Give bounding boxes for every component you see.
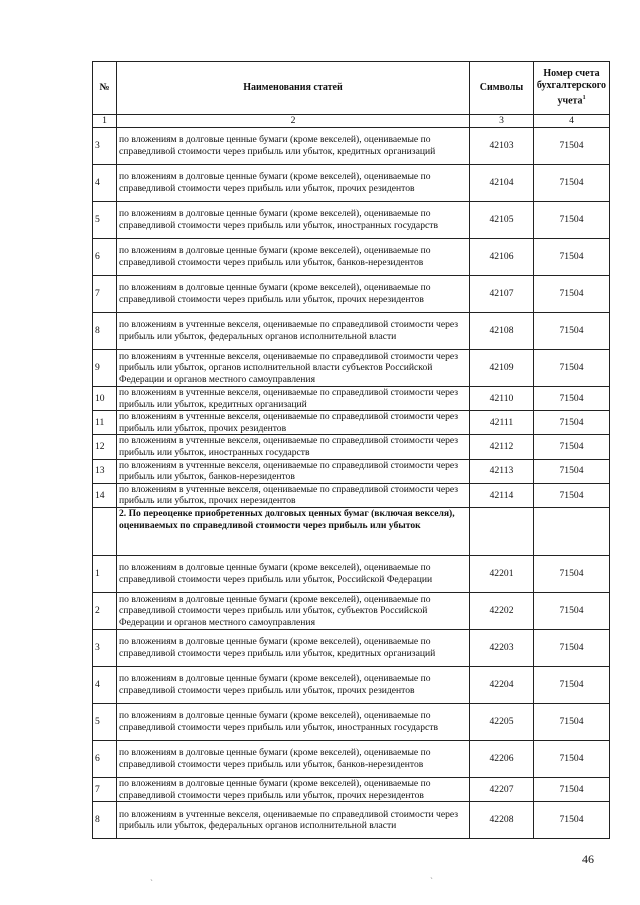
row-account: 71504 [534, 165, 610, 202]
index-cell: 4 [534, 115, 610, 128]
row-symbol: 42207 [470, 777, 534, 801]
table-row [93, 435, 610, 459]
row-number: 11 [93, 411, 117, 435]
row-account: 71504 [534, 435, 610, 459]
row-symbol: 42208 [470, 802, 534, 839]
accounts-table [92, 61, 610, 839]
header-name: Наименования статей [117, 62, 470, 115]
row-symbol: 42106 [470, 239, 534, 276]
section-row [93, 507, 610, 555]
row-number: 3 [93, 629, 117, 666]
row-name: по вложениям в учтенные векселя, оцениваемые по справедливой стоимости через прибыль или убыток, прочих резидентов [117, 411, 470, 435]
row-name: по вложениям в долговые ценные бумаги (кроме векселей), оцениваемые по справедливой стоимости через прибыль или убыток, субъектов Российской Федерации и органов местного самоуправления [117, 592, 470, 629]
page-number: 46 [582, 852, 594, 866]
table-row [93, 802, 610, 839]
table-row [93, 128, 610, 165]
row-name: по вложениям в учтенные векселя, оцениваемые по справедливой стоимости через прибыль или убыток, органов исполнительной власти субъектов Российской Федерации и органов местного самоуправления [117, 350, 470, 387]
scan-mark: ` [150, 878, 153, 888]
row-account: 71504 [534, 802, 610, 839]
table-row [93, 777, 610, 801]
row-number [93, 507, 117, 555]
row-name: по вложениям в долговые ценные бумаги (кроме векселей), оцениваемые по справедливой стоимости через прибыль или убыток, банков-нерезидентов [117, 740, 470, 777]
table-row [93, 350, 610, 387]
row-number: 3 [93, 128, 117, 165]
header-num: № [93, 62, 117, 115]
row-symbol: 42201 [470, 555, 534, 592]
row-number: 5 [93, 202, 117, 239]
row-number: 8 [93, 313, 117, 350]
table-row [93, 202, 610, 239]
row-account: 71504 [534, 666, 610, 703]
row-symbol: 42104 [470, 165, 534, 202]
row-account: 71504 [534, 740, 610, 777]
table-row [93, 411, 610, 435]
row-name: по вложениям в учтенные векселя, оцениваемые по справедливой стоимости через прибыль или убыток, иностранных государств [117, 435, 470, 459]
row-number: 5 [93, 703, 117, 740]
row-name: по вложениям в долговые ценные бумаги (кроме векселей), оцениваемые по справедливой стоимости через прибыль или убыток, иностранных государств [117, 703, 470, 740]
row-name: по вложениям в долговые ценные бумаги (кроме векселей), оцениваемые по справедливой стоимости через прибыль или убыток, иностранных государств [117, 202, 470, 239]
row-name: по вложениям в долговые ценные бумаги (кроме векселей), оцениваемые по справедливой стоимости через прибыль или убыток, прочих резидентов [117, 666, 470, 703]
row-name: по вложениям в учтенные векселя, оцениваемые по справедливой стоимости через прибыль или убыток, кредитных организаций [117, 387, 470, 411]
header-row [93, 62, 610, 115]
row-account: 71504 [534, 276, 610, 313]
row-number: 1 [93, 555, 117, 592]
index-cell: 2 [117, 115, 470, 128]
row-name: по вложениям в долговые ценные бумаги (кроме векселей), оцениваемые по справедливой стоимости через прибыль или убыток, прочих нерезидентов [117, 777, 470, 801]
row-symbol: 42109 [470, 350, 534, 387]
row-account: 71504 [534, 592, 610, 629]
table-row [93, 555, 610, 592]
table-row [93, 666, 610, 703]
footnote-mark: 1 [582, 95, 586, 102]
row-number: 6 [93, 740, 117, 777]
table-row [93, 276, 610, 313]
row-symbol: 42204 [470, 666, 534, 703]
row-symbol: 42202 [470, 592, 534, 629]
row-name: по вложениям в долговые ценные бумаги (кроме векселей), оцениваемые по справедливой стоимости через прибыль или убыток, прочих резидентов [117, 165, 470, 202]
row-account: 71504 [534, 629, 610, 666]
row-symbol: 42206 [470, 740, 534, 777]
row-symbol: 42103 [470, 128, 534, 165]
row-symbol: 42114 [470, 483, 534, 507]
row-number: 2 [93, 592, 117, 629]
row-account: 71504 [534, 128, 610, 165]
table-row [93, 740, 610, 777]
row-name: по вложениям в учтенные векселя, оцениваемые по справедливой стоимости через прибыль или убыток, федеральных органов исполнительной власти [117, 313, 470, 350]
row-number: 6 [93, 239, 117, 276]
row-account: 71504 [534, 459, 610, 483]
index-cell: 1 [93, 115, 117, 128]
row-number: 12 [93, 435, 117, 459]
table-row [93, 239, 610, 276]
row-symbol: 42203 [470, 629, 534, 666]
table-row [93, 483, 610, 507]
row-name: по вложениям в долговые ценные бумаги (кроме векселей), оцениваемые по справедливой стоимости через прибыль или убыток, кредитных организаций [117, 629, 470, 666]
row-account [534, 507, 610, 555]
row-symbol: 42110 [470, 387, 534, 411]
row-name: по вложениям в учтенные векселя, оцениваемые по справедливой стоимости через прибыль или убыток, банков-нерезидентов [117, 459, 470, 483]
row-account: 71504 [534, 239, 610, 276]
row-account: 71504 [534, 313, 610, 350]
row-account: 71504 [534, 555, 610, 592]
table-row [93, 313, 610, 350]
table-row [93, 592, 610, 629]
table-row [93, 629, 610, 666]
header-account-text: Номер счета бухгалтерского учета [536, 68, 607, 107]
row-symbol: 42205 [470, 703, 534, 740]
header-account [534, 62, 610, 115]
row-symbol: 42108 [470, 313, 534, 350]
scan-mark: ` [430, 876, 433, 886]
row-account: 71504 [534, 387, 610, 411]
row-number: 9 [93, 350, 117, 387]
row-account: 71504 [534, 350, 610, 387]
index-cell: 3 [470, 115, 534, 128]
row-name: по вложениям в долговые ценные бумаги (кроме векселей), оцениваемые по справедливой стоимости через прибыль или убыток, прочих нерезидентов [117, 276, 470, 313]
table-row [93, 459, 610, 483]
row-account: 71504 [534, 703, 610, 740]
row-symbol: 42105 [470, 202, 534, 239]
row-number: 7 [93, 777, 117, 801]
header-symbol: Символы [470, 62, 534, 115]
table-row [93, 703, 610, 740]
row-name: по вложениям в учтенные векселя, оцениваемые по справедливой стоимости через прибыль или убыток, федеральных органов исполнительной власти [117, 802, 470, 839]
row-symbol: 42111 [470, 411, 534, 435]
row-number: 10 [93, 387, 117, 411]
row-number: 8 [93, 802, 117, 839]
row-number: 7 [93, 276, 117, 313]
row-symbol: 42113 [470, 459, 534, 483]
index-row [93, 115, 610, 128]
row-account: 71504 [534, 202, 610, 239]
table-row [93, 165, 610, 202]
row-number: 14 [93, 483, 117, 507]
row-number: 13 [93, 459, 117, 483]
row-name: по вложениям в учтенные векселя, оцениваемые по справедливой стоимости через прибыль или убыток, прочих нерезидентов [117, 483, 470, 507]
row-name: по вложениям в долговые ценные бумаги (кроме векселей), оцениваемые по справедливой стоимости через прибыль или убыток, банков-нерезидентов [117, 239, 470, 276]
row-account: 71504 [534, 483, 610, 507]
row-number: 4 [93, 165, 117, 202]
row-symbol: 42107 [470, 276, 534, 313]
row-symbol [470, 507, 534, 555]
table-row [93, 387, 610, 411]
row-number: 4 [93, 666, 117, 703]
row-account: 71504 [534, 777, 610, 801]
row-symbol: 42112 [470, 435, 534, 459]
row-name: по вложениям в долговые ценные бумаги (кроме векселей), оцениваемые по справедливой стоимости через прибыль или убыток, кредитных организаций [117, 128, 470, 165]
row-name: 2. По переоценке приобретенных долговых ценных бумаг (включая векселя), оцениваемых по справедливой стоимости через прибыль или убыток [117, 507, 470, 555]
row-account: 71504 [534, 411, 610, 435]
row-name: по вложениям в долговые ценные бумаги (кроме векселей), оцениваемые по справедливой стоимости через прибыль или убыток, Российской Федерации [117, 555, 470, 592]
